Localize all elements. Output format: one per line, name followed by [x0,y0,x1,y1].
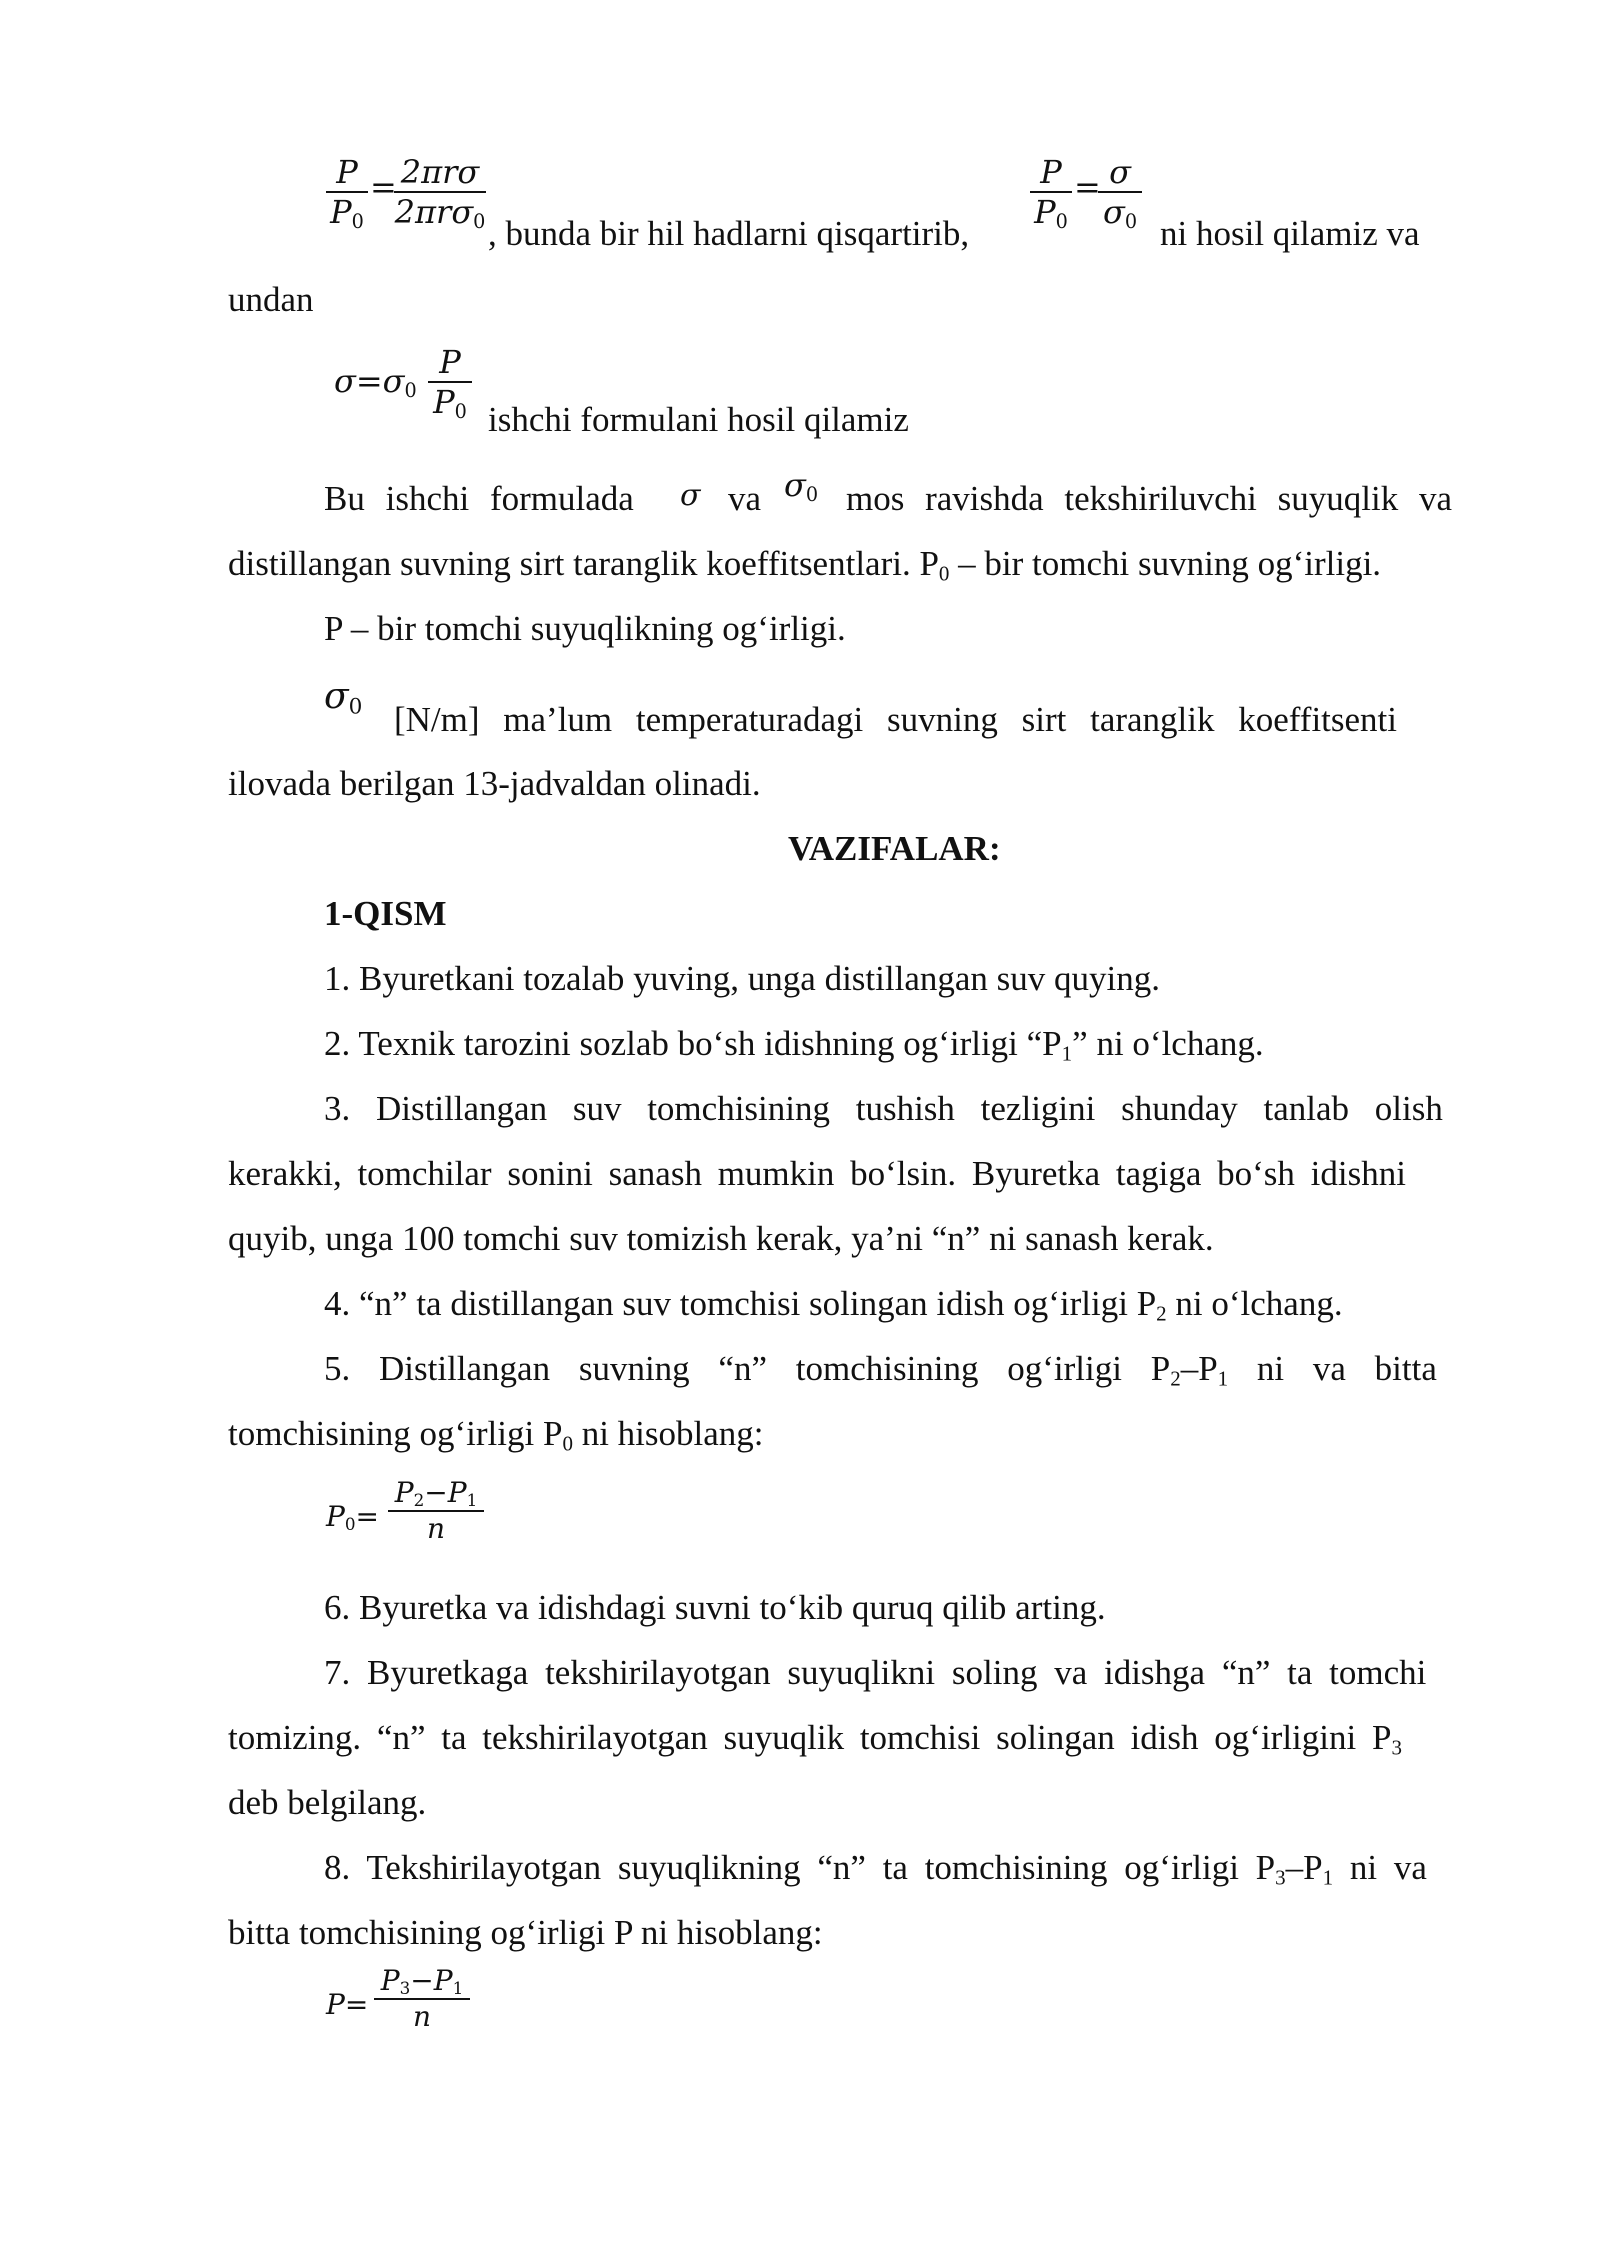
formula-p-fraction: $P_3-P_1$ n [374,1964,470,2033]
para3-line-2: ilovada berilgan 13-jadvaldan olinadi. [228,764,761,803]
item-7-line-1: 7. Byuretkaga tekshirilayotgan suyuqlikni soling va idishga “n” ta tomchi [324,1653,1427,1692]
formula-2pirsigma-fraction: 2πrσ 2πrσ$_0$ [394,153,486,233]
item-8-line-1: 8. Tekshirilayotgan suyuqlikning “n” ta tomchisining og‘irligi $P_3-P_1$ ni va [324,1848,1427,1890]
formula-equals-2: = [1074,168,1101,206]
para1-va: va [728,479,762,518]
para1-part-b: mos ravishda tekshiriluvchi suyuqlik va [846,479,1452,518]
item-1: 1. Byuretkani tozalab yuving, unga distillangan suv quying. [324,959,1160,998]
formula-p0-lhs: $P_0=$ [326,1500,379,1535]
item-4: 4. “n” ta distillangan suv tomchisi solingan idish og‘irligi $P_2$ ni o‘lchang. [324,1284,1343,1326]
formula-p-over-p0-2: P $P_0$ [1030,153,1072,233]
sigma0-symbol-2: $\sigma_0$ [324,676,363,720]
item-5-line-1: 5. Distillangan suvning “n” tomchisining og‘irligi $P_2-P_1$ ni va bitta [324,1349,1437,1391]
para1-line-2: distillangan suvning sirt taranglik koeffitsentlari. $P_0$ – bir tomchi suvning og‘irligi. [228,544,1382,586]
item-6: 6. Byuretka va idishdagi suvni to‘kib quruq qilib arting. [324,1588,1106,1627]
sigma-symbol: σ [680,478,701,513]
item-3-line-3: quyib, unga 100 tomchi suv tomizish kerak, ya’ni “n” ni sanash kerak. [228,1219,1214,1258]
item-7-line-2: tomizing. “n” ta tekshirilayotgan suyuqlik tomchisi solingan idish og‘irligini $P_3$ [228,1718,1402,1760]
item-3-line-2: kerakki, tomchilar sonini sanash mumkin bo‘lsin. Byuretka tagiga bo‘sh idishni [228,1154,1406,1193]
para2: P – bir tomchi suyuqlikning og‘irligi. [324,609,846,648]
formula-equals: = [370,168,397,206]
text-line-1a: , bunda bir hil hadlarni qisqartirib, [488,214,970,253]
formula-p0-fraction: $P_2-P_1$ n [388,1476,484,1545]
formula-p-over-p0-3: P $P_0$ [428,343,472,423]
sigma0-symbol: $\sigma_0$ [784,466,819,506]
para1-part-a: Bu ishchi formulada [324,479,634,518]
text-line-3: ishchi formulani hosil qilamiz [488,400,909,439]
formula-p-over-p0: P $P_0$ [326,153,368,233]
formula-sigma-eq: $\sigma=\sigma_0$ [334,362,417,402]
heading-vazifalar: VAZIFALAR: [788,829,1001,868]
item-8-line-2: bitta tomchisining og‘irligi P ni hisoblang: [228,1913,823,1952]
text-line-2: undan [228,280,314,319]
item-7-line-3: deb belgilang. [228,1783,427,1822]
para3-part-a: [N/m] ma’lum temperaturadagi suvning sirt taranglik koeffitsenti [394,700,1398,739]
subheading-1-qism: 1-QISM [324,894,447,933]
item-3-line-1: 3. Distillangan suv tomchisining tushish tezligini shunday tanlab olish [324,1089,1443,1128]
formula-p-lhs: P= [326,1988,369,2021]
formula-sigma-fraction: σ $\sigma_0$ [1098,153,1142,233]
item-2: 2. Texnik tarozini sozlab bo‘sh idishning og‘irligi “$P_1$” ni o‘lchang. [324,1024,1264,1066]
item-5-line-2: tomchisining og‘irligi $P_0$ ni hisoblang: [228,1414,764,1456]
text-line-1b: ni hosil qilamiz va [1160,214,1420,253]
